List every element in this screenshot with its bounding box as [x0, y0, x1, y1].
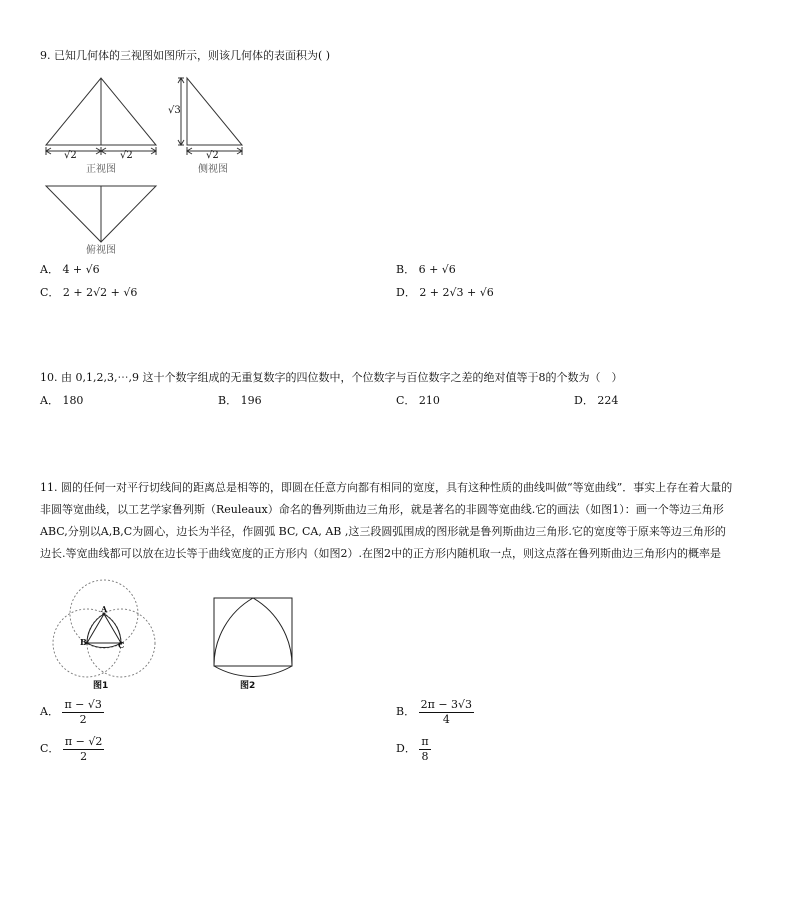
q11-line-2: 非圆等宽曲线，以工艺学家鲁列斯（Reuleaux）命名的鲁列斯曲边三角形，就是著名的非圆等宽曲线.它的画法（如图1）：画一个等边三角形: [40, 503, 724, 516]
q9-option-a[interactable]: A． 4 + √6: [40, 263, 100, 276]
q11-option-d[interactable]: [396, 733, 431, 765]
fig2-square: [214, 598, 292, 666]
q11-line-1: 11. 圆的任何一对平行切线间的距离总是相等的，即圆在任意方向都有相同的宽度，具有这种性质的曲线叫做“等宽曲线”．事实上存在着大量的: [40, 481, 733, 494]
fraction-denominator: 2: [80, 749, 88, 763]
fraction-denominator: 2: [79, 712, 87, 726]
q9-stem: 9. 已知几何体的三视图如图所示，则该几何体的表面积为( ): [40, 49, 331, 62]
q11-line-4: 边长.等宽曲线都可以放在边长等于曲线宽度的正方形内（如图2）.在图2中的正方形内随机取一点，则这点落在鲁列斯曲边三角形内的概率是: [40, 547, 721, 560]
fraction-numerator: 2π − 3√3: [420, 697, 473, 711]
q11-option-b[interactable]: [396, 696, 474, 728]
q11-option-c-fraction: [63, 735, 104, 764]
q11-option-b-fraction: [419, 698, 474, 727]
q11-option-d-prefix: D．: [396, 742, 416, 755]
front-dim-left: √2: [64, 150, 77, 161]
q10-option-c[interactable]: C． 210: [396, 394, 440, 407]
figure-2: [214, 598, 292, 676]
side-dim-bottom: √2: [206, 150, 219, 161]
figure-1: [53, 580, 155, 677]
q11-option-a[interactable]: [40, 696, 104, 728]
fig1-label-b: B: [80, 637, 87, 647]
fig1-triangle: [87, 614, 121, 643]
fraction-denominator: 4: [442, 712, 450, 726]
fig2-caption: 图2: [240, 681, 256, 691]
q10-option-b[interactable]: B． 196: [218, 394, 262, 407]
front-view-label: 正视图: [86, 164, 116, 175]
side-view-label: 侧视图: [198, 164, 228, 175]
side-dim-height: √3: [168, 105, 181, 116]
q11-option-a-prefix: A．: [40, 705, 59, 718]
fraction-numerator: π − √3: [64, 697, 102, 711]
q11-option-c[interactable]: [40, 733, 104, 765]
fig1-label-a: A: [101, 604, 108, 614]
q10-stem: 10. 由 0,1,2,3,⋯,9 这十个数字组成的无重复数字的四位数中，个位数字与百位数字之差的绝对值等于8的个数为（ ）: [40, 371, 623, 384]
fraction-numerator: π − √2: [64, 734, 103, 748]
q11-option-c-prefix: C．: [40, 742, 60, 755]
q10-option-a[interactable]: A． 180: [40, 394, 84, 407]
front-dim-right: √2: [120, 150, 133, 161]
q9-option-d[interactable]: D． 2 + 2√3 + √6: [396, 286, 494, 299]
q9-option-b[interactable]: B． 6 + √6: [396, 263, 456, 276]
fraction-numerator: π: [421, 734, 429, 748]
q11-option-a-fraction: [62, 698, 103, 727]
top-view-label: 俯视图: [86, 245, 116, 256]
q9-option-c[interactable]: C． 2 + 2√2 + √6: [40, 286, 138, 299]
fig1-label-c: C: [118, 640, 125, 650]
q10-option-d[interactable]: D． 224: [574, 394, 619, 407]
fig1-caption: 图1: [93, 681, 109, 691]
q11-line-3: ABC,分别以A,B,C为圆心，边长为半径，作圆弧 BC, CA, AB ,这三段圆弧围成的图形就是鲁列斯曲边三角形.它的宽度等于原来等边三角形的: [40, 525, 726, 538]
q11-option-b-prefix: B．: [396, 705, 416, 718]
q11-option-d-fraction: [419, 735, 430, 764]
fig2-reuleaux: [214, 598, 292, 676]
fraction-denominator: 8: [421, 749, 429, 763]
